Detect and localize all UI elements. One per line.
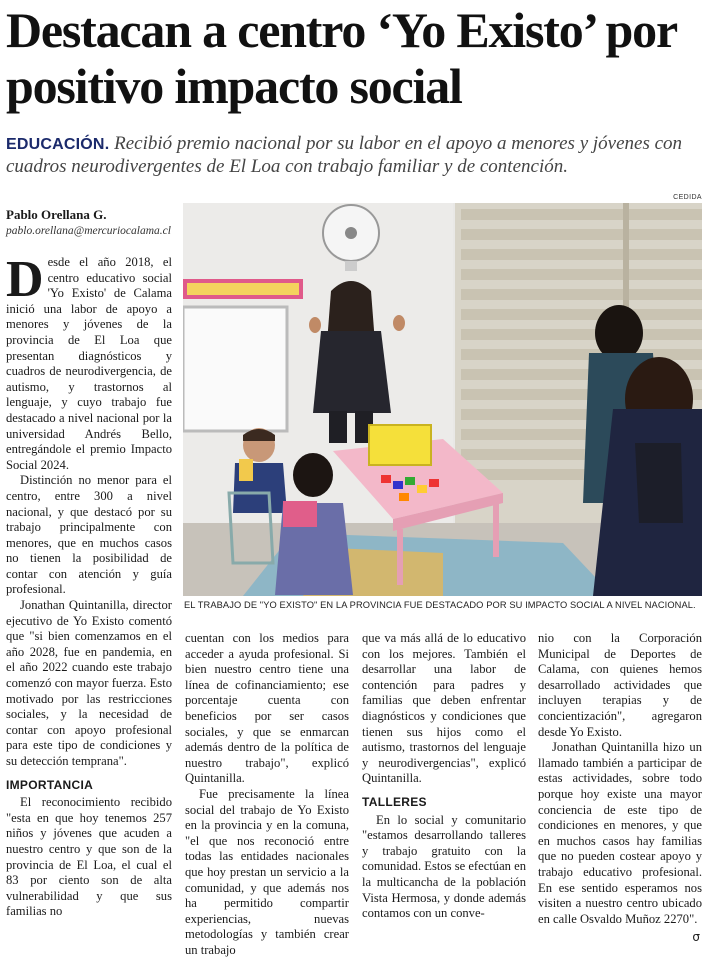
byline-author: Pablo Orellana G. xyxy=(6,207,107,222)
article-photo xyxy=(183,203,702,596)
article-paragraph: nio con la Corporación Municipal de Deportes de Calama, con quienes hemos desarrollado actividades que incluyen terapias y de concientización", agregaron desde Yo Existo. xyxy=(538,631,702,739)
article-paragraph: El reconocimiento recibido "esta en que hoy tenemos 257 niños y jóvenes que acuden a nuestro centro y que son de la provincia de El Loa, el cual el 83 por ciento son de alta vulnerabilidad y que sus familias no xyxy=(6,795,172,919)
article-paragraph: cuentan con los medios para acceder a ayuda profesional. Si bien nuestro centro tiene una línea de cofinanciamiento; ese porcentaje cuenta con beneficios por ser casos sociales, y que se enmarcan además dentro de la política de nuestro trabajo", explicó Quintanilla. xyxy=(185,631,349,786)
photo-caption: EL TRABAJO DE "YO EXISTO" EN LA PROVINCIA FUE DESTACADO POR SU IMPACTO SOCIAL A NIVEL NACIONAL. xyxy=(184,600,696,610)
deck-text: Recibió premio nacional por su labor en el apoyo a menores y jóvenes con cuadros neurodivergentes de El Loa con trabajo familiar y de contención. xyxy=(6,133,683,177)
photo-credit: CEDIDA xyxy=(673,194,702,201)
section-heading-talleres: TALLERES xyxy=(362,794,427,809)
article-column-3 xyxy=(362,631,526,922)
article-paragraph: que va más allá de lo educativo con los mejores. También el desarrollar una labor de contención para padres y familias que deben enfrentar diagnósticos y condiciones que tienen sus hijos como el autismo, trastornos del lenguaje y neurodivergencias", explicó Quintanilla. xyxy=(362,631,526,786)
deck xyxy=(6,133,706,178)
end-mark-icon: σ xyxy=(692,930,700,944)
article-column-2 xyxy=(185,631,349,958)
section-heading-importancia: IMPORTANCIA xyxy=(6,777,94,792)
article-paragraph: Jonathan Quintanilla, director ejecutivo de Yo Existo comentó que "si bien comenzamos en el año 2028, fue en pandemia, en el año 2022 cuando este trabajo comenzó con mayor fuerza. Esto motivado por las restricciones sociales, y la necesidad de contar con apoyo profesional para este tipo de condiciones y su detección temprana". xyxy=(6,598,172,768)
article-column-1 xyxy=(6,251,172,920)
article-paragraph: En lo social y comunitario "estamos desarrollando talleres y trabajo gratuito con la comunidad. Estos se efectúan en la multicancha de la población Vista Hermosa, y donde además contamos con un conve- xyxy=(362,812,527,921)
section-kicker: EDUCACIÓN. xyxy=(6,136,110,153)
article-paragraph xyxy=(6,251,172,473)
byline-email[interactable]: pablo.orellana@mercuriocalama.cl xyxy=(6,225,171,237)
classroom-photo xyxy=(183,203,702,596)
paragraph-text: esde el año 2018, el centro educativo social 'Yo Existo' de Calama inició una labor de apoyo a menores y jóvenes de la provincia de El Loa que presentan diagnósticos y cuadros de neurodivergencia, de autismo, y trastornos al lenguaje, y cuyo trabajo fue destacado a nivel nacional por la universidad Andrés Bello, entregándole el premio Impacto Social 2024. xyxy=(6,255,172,472)
article-paragraph: Jonathan Quintanilla hizo un llamado también a participar de estas actividades, sobre todo porque hoy existe una mayor conciencia de este tipo de condiciones en menores, y que en muchos casos hay familias que no pueden costear apoyo y trabajo educativo profesional. En ese sentido esperamos nos visiten a nuestro centro ubicado en calle Osvaldo Muñoz 2270". xyxy=(538,740,702,926)
article-column-4 xyxy=(538,631,702,927)
headline: Destacan a centro ‘Yo Existo’ por positivo impacto social xyxy=(6,2,677,114)
article-paragraph: Distinción no menor para el centro, entre 300 a nivel nacional, y que destacó por su trabajo principalmente con menores, que en muchos casos no tienen la posibilidad de contar con atención y guía profesional. xyxy=(6,473,172,597)
article-paragraph: Fue precisamente la línea social del trabajo de Yo Existo en la provincia y en la comuna, "el que nos reconoció entre todas las entidades nacionales que hoy prestan un servicio a la comunidad, y que además nos ha permitido compartir experiencias, nuevas metodologías y también crear un trabajo xyxy=(185,786,349,957)
drop-cap: D xyxy=(6,251,44,308)
